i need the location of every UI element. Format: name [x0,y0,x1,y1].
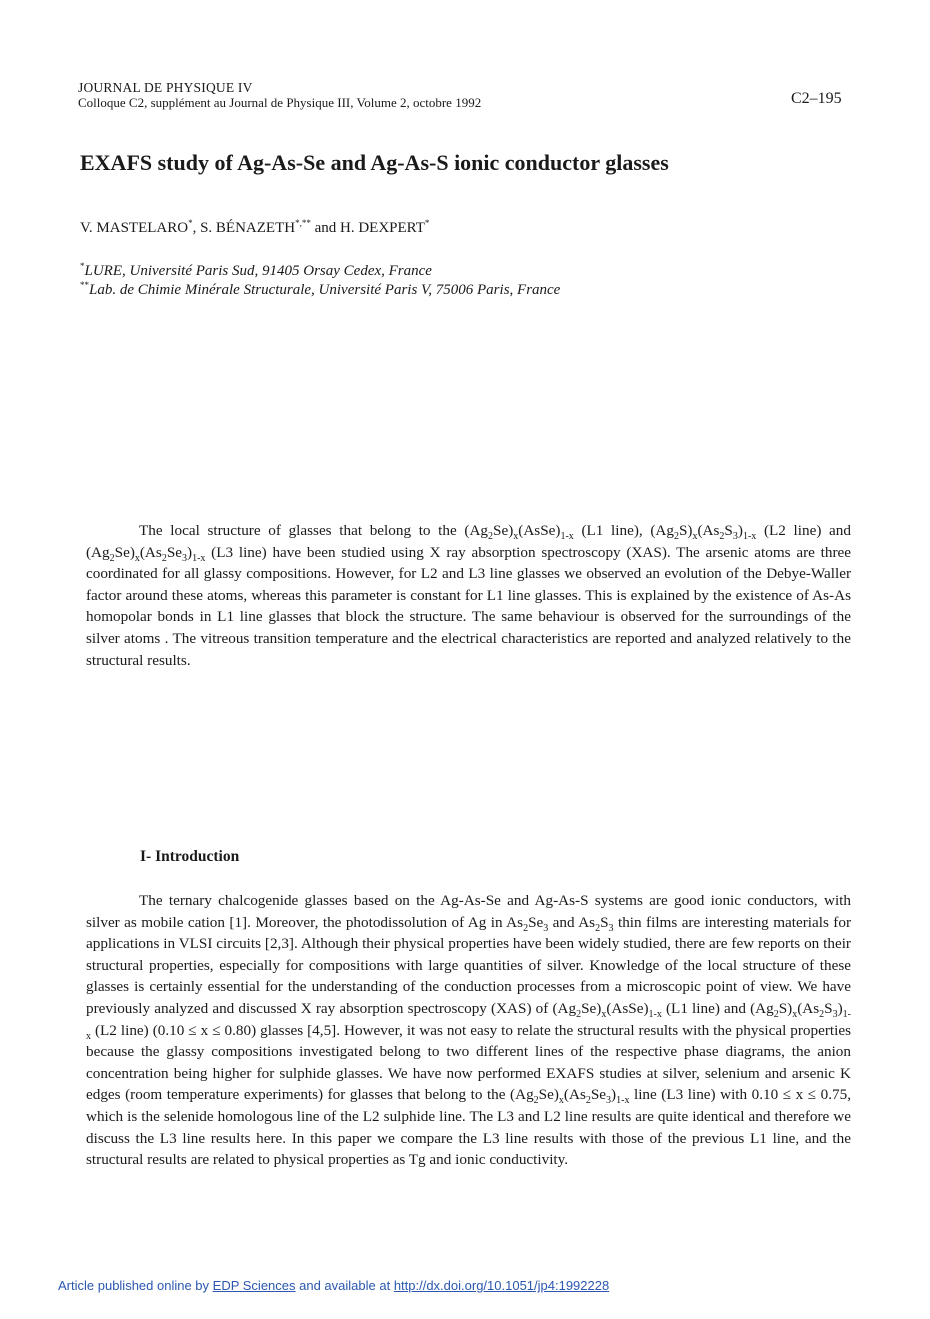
author-name: , S. BÉNAZETH [192,220,296,236]
affiliation-text: LURE, Université Paris Sud, 91405 Orsay Cedex, France [84,263,432,279]
journal-name: JOURNAL DE PHYSIQUE IV [78,80,253,95]
abstract-paragraph: The local structure of glasses that belong to the $(Ag_2Se)_x(AsSe)_{1-x}$ (L1 line), $(Ag_2S)_x(As_2S_3)_{1-x}$ (L2 line) and $(Ag_2Se)_x(As_2Se_3)_{1-x}$ (L3 line) have been studied using X ray absorption spectroscopy (XAS). The arsenic atoms are three coordinated for all glassy compositions. However, for L2 and L3 line glasses we observed an evolution of the Debye-Waller factor around these atoms, whereas this parameter is constant for L1 line glasses. This is explained by the existence of As-As homopolar bonds in L1 line glasses that block the structure. The same behaviour is observed for the surroundings of the silver atoms . The vitreous transition temperature and the electrical characteristics are reported and analyzed relatively to the structural results. [86,522,851,669]
footer-middle: and available at [295,1278,394,1293]
colloque-info: Colloque C2, supplément au Journal de Physique III, Volume 2, octobre 1992 [78,95,482,110]
page-number: C2–195 [791,90,842,107]
affiliation-1 [80,263,432,280]
affiliation-mark: * [80,261,85,271]
affiliation-text: Lab. de Chimie Minérale Structurale, Université Paris V, 75006 Paris, France [89,282,561,298]
section-heading: I- Introduction [140,848,240,865]
affiliation-mark: * [188,218,193,228]
footer-prefix: Article published online by [58,1278,213,1293]
introduction-paragraph: The ternary chalcogenide glasses based on the Ag-As-Se and Ag-As-S systems are good ionic conductors, with silver as mobile cation [1]. Moreover, the photodissolution of Ag in $As_2Se_3$ and $As_2S_3$ thin films are interesting materials for applications in VLSI circuits [2,3]. Although their physical properties have been widely studied, there are few reports on their structural properties, especially for compositions with large quantities of silver. Knowledge of the local structure of these glasses is certainly essential for the understanding of the conduction processes from a microscopic point of view. We have previously analyzed and discussed X ray absorption spectroscopy (XAS) of $(Ag_2Se)_x(AsSe)_{1-x}$ (L1 line) and $(Ag_2S)_x(As_2S_3)_{1-x}$ (L2 line) (0.10 ≤ x ≤ 0.80) glasses [4,5]. However, it was not easy to relate the structural results with the physical properties because the glassy compositions investigated belong to two different lines of the respective phase diagrams, the anion concentration being higher for sulphide glasses. We have now performed EXAFS studies at silver, selenium and arsenic K edges (room temperature experiments) for glasses that belong to the $(Ag_2Se)_x(As_2Se_3)_{1-x}$ line (L3 line) with 0.10 ≤ x ≤ 0.75, which is the selenide homologous line of the L2 sulphide line. The L3 and L2 line results are quite identical and therefore we discuss the L3 line results here. In this paper we compare the L3 line results with those of the previous L1 line, and the structural results are related to physical properties as Tg and ionic conductivity. [86,892,852,1169]
affiliation-mark: * [424,218,430,228]
doi-link[interactable]: http://dx.doi.org/10.1051/jp4:1992228 [393,1278,610,1293]
abstract [86,520,851,671]
author-name: V. MASTELARO [80,220,189,236]
publisher-link[interactable]: EDP Sciences [212,1278,296,1293]
author-name: and H. DEXPERT [310,220,425,236]
affiliation-2 [80,282,560,299]
author-list [80,220,429,237]
affiliation-mark: *,** [295,218,311,228]
introduction-body [86,890,851,1171]
affiliation-mark: ** [80,280,89,290]
paper-title: EXAFS study of Ag-As-Se and Ag-As-S ionic conductor glasses [80,150,669,175]
publication-footer [58,1278,609,1293]
